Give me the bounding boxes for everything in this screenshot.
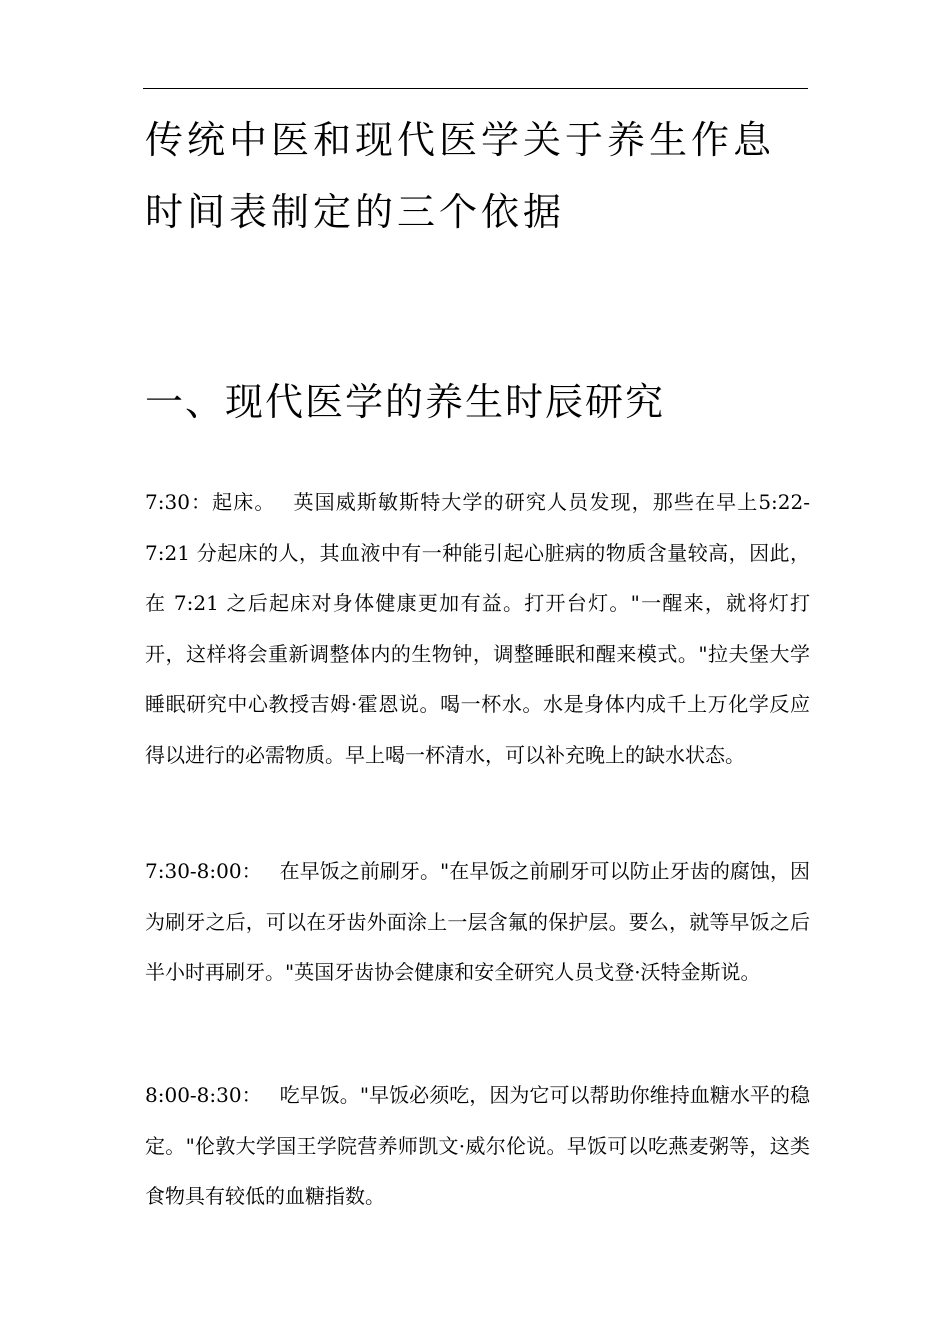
time-label: 8:00-8:30： — [145, 1083, 262, 1107]
header-rule — [143, 88, 808, 89]
paragraph-text: 在早饭之前刷牙。"在早饭之前刷牙可以防止牙齿的腐蚀，因为刷牙之后，可以在牙齿外面涂上一层含氟的保护层。要么，就等早饭之后半小时再刷牙。"英国牙齿协会健康和安全研究人员戈登·沃特金斯说。 — [145, 859, 810, 984]
document-title: 传统中医和现代医学关于养生作息时间表制定的三个依据 — [145, 118, 776, 234]
paragraph-text: 吃早饭。"早饭必须吃，因为它可以帮助你维持血糖水平的稳定。"伦敦大学国王学院营养师凯文·威尔伦说。早饭可以吃燕麦粥等，这类食物具有较低的血糖指数。 — [145, 1083, 810, 1208]
time-label: 7:30-8:00： — [145, 859, 262, 883]
paragraph-brush-teeth — [145, 846, 810, 998]
time-label: 7:30：起床。 — [145, 490, 276, 514]
paragraph-text: 英国威斯敏斯特大学的研究人员发现，那些在早上5:22-7:21 分起床的人，其血液中有一种能引起心脏病的物质含量较高，因此，在 7:21 之后起床对身体健康更加有益。打开台灯。"一醒来，就将灯打开，这样将会重新调整体内的生物钟，调整睡眠和醒来模式。"拉夫堡大学睡眠研究中心教授吉姆·霍恩说。喝一杯水。水是身体内成千上万化学反应得以进行的必需物质。早上喝一杯清水，可以补充晚上的缺水状态。 — [145, 490, 810, 767]
section-heading: 一、现代医学的养生时辰研究 — [145, 380, 666, 424]
paragraph-breakfast — [145, 1070, 810, 1222]
paragraph-wake-up — [145, 477, 810, 780]
